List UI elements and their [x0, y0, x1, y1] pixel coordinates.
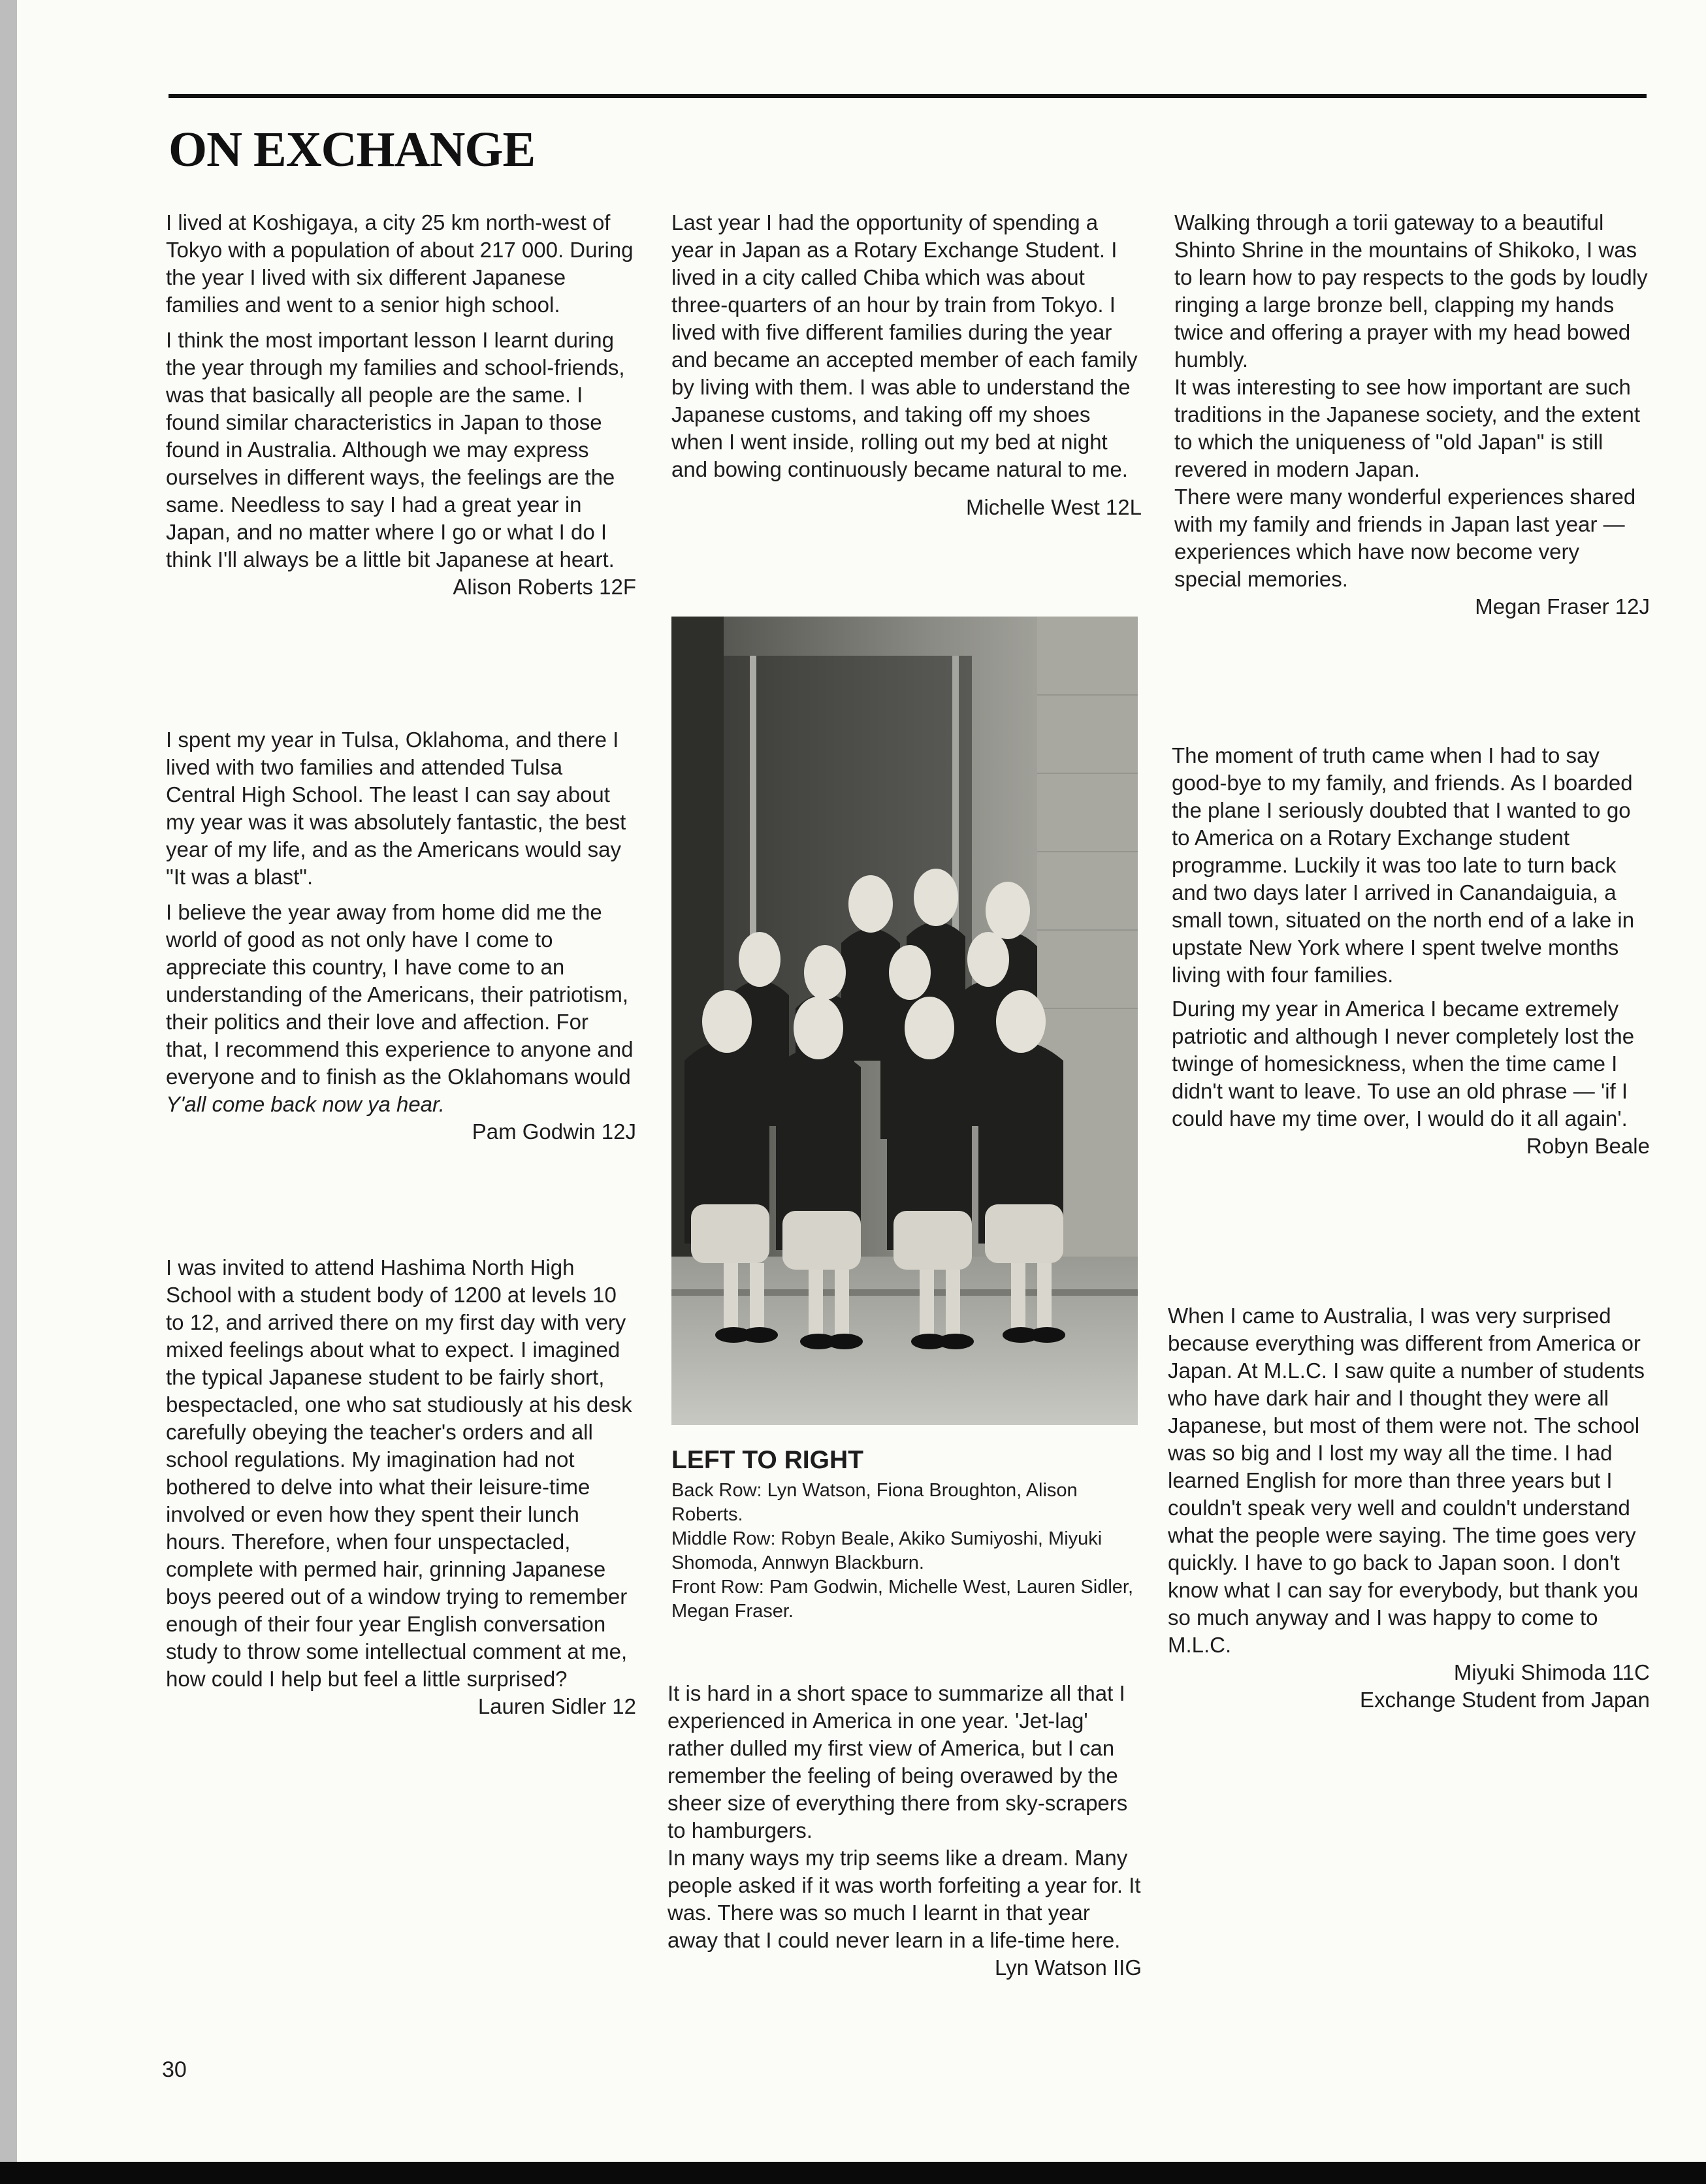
- group-photo-icon: [671, 617, 1138, 1425]
- bottom-edge: [0, 2162, 1706, 2184]
- author-signature: Alison Roberts 12F: [453, 575, 636, 599]
- article-lyn-watson: [668, 1680, 1142, 1982]
- article-alison-roberts: [166, 209, 636, 601]
- paragraph-text: I believe the year away from home did me the world of good as not only have I come to appreciate this country, I have come to an understanding of the Americans, their patriotism, their politics and their love and affection. For that, I recommend this experience to anyone and everyone and to finish as the Oklahomans would: [166, 900, 634, 1089]
- page-spine: [0, 0, 17, 2184]
- author-signature: Megan Fraser 12J: [1475, 594, 1650, 618]
- article-lauren-sidler: [166, 1254, 636, 1720]
- article-michelle-west: [671, 209, 1142, 521]
- article-pam-godwin: [166, 726, 636, 1146]
- article-paragraph: I spent my year in Tulsa, Oklahoma, and there I lived with two families and attended Tulsa Central High School. The least I can say about my year was it was absolutely fantastic, the best year of my life, and as the Americans would say "It was a blast".: [166, 728, 626, 889]
- caption-heading: LEFT TO RIGHT: [671, 1446, 863, 1474]
- article-megan-fraser: [1174, 209, 1650, 620]
- article-paragraph: When I came to Australia, I was very surprised because everything was different from America or Japan. At M.L.C. I saw quite a number of students who have dark hair and I thought they were all Japanese, but most of them were not. The school was so big and I lost my way all the time. I had learned English for more than three years but I couldn't speak very well and couldn't understand what the people were saying. The time goes very quickly. I have to go back to Japan soon. I don't know what I can say for everybody, but thank you so much anyway and I was happy to come to M.L.C.: [1168, 1304, 1645, 1657]
- page-title: ON EXCHANGE: [169, 122, 536, 177]
- article-miyuki-shimoda: [1168, 1302, 1650, 1714]
- article-paragraph: I lived at Koshigaya, a city 25 km north-west of Tokyo with a population of about 217 000. During the year I lived with six different Japanese families and went to a senior high school.: [166, 210, 634, 317]
- author-signature: Lauren Sidler 12: [477, 1694, 636, 1718]
- article-paragraph: I think the most important lesson I learnt during the year through my families and school-friends, was that basically all people are the same. I found similar characteristics in Japan to those found in Australia. Although we may express ourselves in different ways, the feelings are the same. Needless to say I had a great year in Japan, and no matter where I go or what I do I think I'll always be a little bit Japanese at heart.: [166, 328, 625, 571]
- author-signature: Lyn Watson IIG: [995, 1955, 1142, 1980]
- group-photo: [671, 617, 1138, 1425]
- article-paragraph: In many ways my trip seems like a dream. Many people asked if it was worth forfeiting a year for. It was. There was so much I learnt in that year away that I could never learn in a life-time here.: [668, 1846, 1141, 1952]
- article-paragraph: Last year I had the opportunity of spending a year in Japan as a Rotary Exchange Student. I lived in a city called Chiba which was about three-quarters of an hour by train from Tokyo. I lived with five different families during the year and became an accepted member of each family by living with them. I was able to understand the Japanese customs, and taking off my shoes when I went inside, rolling out my bed at night and bowing continuously became natural to me.: [671, 210, 1138, 481]
- caption-row-back: Back Row: Lyn Watson, Fiona Broughton, Alison Roberts.: [671, 1480, 1078, 1525]
- author-signature: Miyuki Shimoda 11C: [1453, 1660, 1650, 1684]
- photo-caption: [671, 1445, 1142, 1624]
- article-paragraph: The moment of truth came when I had to say good-bye to my family, and friends. As I boarded the plane I seriously doubted that I wanted to go to America on a Rotary Exchange student programme. Luckily it was too late to turn back and two days later I arrived in Canandaiguia, a small town, situated on the north end of a lake in upstate New York where I spent twelve months living with four families.: [1172, 743, 1635, 987]
- author-signature: Robyn Beale: [1526, 1134, 1650, 1158]
- article-paragraph: There were many wonderful experiences shared with my family and friends in Japan last year — experiences which have now become very special memories.: [1174, 485, 1636, 591]
- italic-quote: Y'all come back now ya hear.: [166, 1092, 445, 1116]
- article-paragraph: It was interesting to see how important are such traditions in the Japanese society, and the extent to which the uniqueness of "old Japan" is still revered in modern Japan.: [1174, 375, 1641, 481]
- article-paragraph: I was invited to attend Hashima North High School with a student body of 1200 at levels 10 to 12, and arrived there on my first day with very mixed feelings about what to expect. I imagined the typical Japanese student to be fairly short, bespectacled, one who sat studiously at his desk carefully obeying the teacher's orders and all school regulations. My imagination had not bothered to delve into what their leisure-time involved or even how they spent their lunch hours. Therefore, when four unspectacled, complete with permed hair, grinning Japanese boys peered out of a window trying to remember enough of their four year English conversation study to throw some intellectual comment at me, how could I help but feel a little surprised?: [166, 1255, 632, 1691]
- caption-row-front: Front Row: Pam Godwin, Michelle West, Lauren Sidler, Megan Fraser.: [671, 1577, 1134, 1622]
- author-signature: Pam Godwin 12J: [472, 1119, 636, 1144]
- article-paragraph: Walking through a torii gateway to a beautiful Shinto Shrine in the mountains of Shikoko, I was to learn how to pay respects to the gods by loudly ringing a large bronze bell, clapping my hands twice and offering a prayer with my head bowed humbly.: [1174, 210, 1648, 372]
- caption-row-middle: Middle Row: Robyn Beale, Akiko Sumiyoshi, Miyuki Shomoda, Annwyn Blackburn.: [671, 1528, 1102, 1573]
- page-number: 30: [162, 2057, 187, 2082]
- article-paragraph: [166, 899, 636, 1118]
- author-affiliation: Exchange Student from Japan: [1360, 1688, 1650, 1712]
- article-paragraph: It is hard in a short space to summarize all that I experienced in America in one year. 'Jet-lag' rather dulled my first view of America, but I can remember the feeling of being overawed by the sheer size of everything there from sky-scrapers to hamburgers.: [668, 1681, 1128, 1842]
- article-robyn-beale: [1172, 742, 1650, 1160]
- article-paragraph: During my year in America I became extremely patriotic and although I never completely lost the twinge of homesickness, when the time came I didn't want to leave. To use an old phrase — 'if I could have my time over, I would do it all again'.: [1172, 997, 1635, 1131]
- header-rule: [169, 94, 1647, 98]
- author-signature: Michelle West 12L: [965, 495, 1142, 519]
